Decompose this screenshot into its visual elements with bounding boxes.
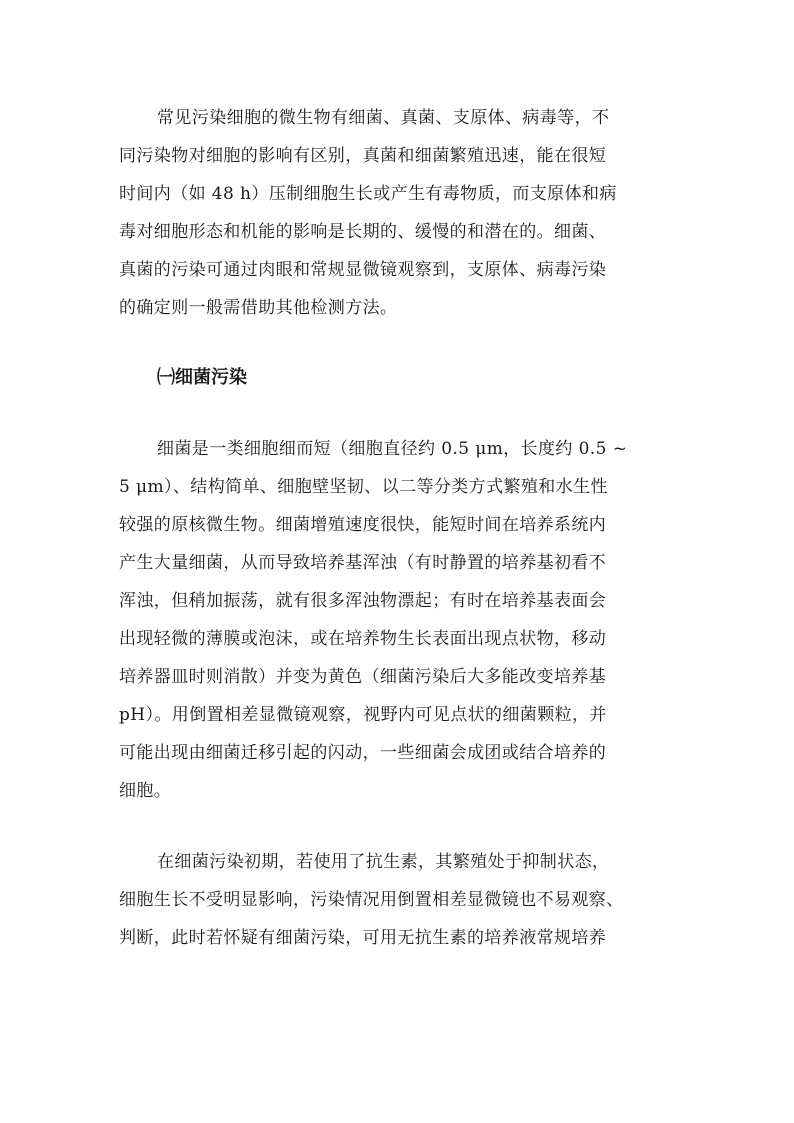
paragraph-3-line-1: 在细菌污染初期，若使用了抗生素，其繁殖处于抑制状态， — [157, 852, 610, 872]
paragraph-2-line-5: 浑浊，但稍加振荡，就有很多浑浊物漂起；有时在培养基表面会 — [119, 591, 607, 611]
paragraph-2-line-1: 细菌是一类细胞细而短（细胞直径约 0.5 μm，长度约 0.5 ~ — [157, 439, 628, 459]
paragraph-2-line-4: 产生大量细菌，从而导致培养基浑浊（有时静置的培养基初看不 — [119, 553, 607, 573]
paragraph-1-line-5: 真菌的污染可通过肉眼和常规显微镜观察到，支原体、病毒污染 — [119, 260, 607, 280]
paragraph-2-line-3: 较强的原核微生物。细菌增殖速度很快，能短时间在培养系统内 — [119, 515, 607, 535]
paragraph-1-line-1: 常见污染细胞的微生物有细菌、真菌、支原体、病毒等，不 — [157, 108, 610, 128]
paragraph-2-line-7: 培养器皿时则消散）并变为黄色（细菌污染后大多能改变培养基 — [119, 667, 607, 687]
section-heading: ㈠细菌污染 — [157, 367, 247, 388]
paragraph-2-line-6: 出现轻微的薄膜或泡沫，或在培养物生长表面出现点状物，移动 — [119, 629, 607, 649]
paragraph-3-line-2: 细胞生长不受明显影响，污染情况用倒置相差显微镜也不易观察、 — [119, 890, 624, 910]
paragraph-1-line-2: 同污染物对细胞的影响有区别，真菌和细菌繁殖迅速，能在很短 — [119, 146, 607, 166]
paragraph-1-line-4: 毒对细胞形态和机能的影响是长期的、缓慢的和潜在的。细菌、 — [119, 222, 607, 242]
paragraph-2-line-9: 可能出现由细菌迁移引起的闪动，一些细菌会成团或结合培养的 — [119, 743, 607, 763]
paragraph-2-line-10: 细胞。 — [119, 781, 172, 801]
paragraph-3-line-3: 判断，此时若怀疑有细菌污染，可用无抗生素的培养液常规培养 — [119, 928, 607, 948]
paragraph-1-line-3: 时间内（如 48 h）压制细胞生长或产生有毒物质，而支原体和病 — [119, 184, 617, 204]
paragraph-2-line-2: 5 μm）、结构简单、细胞壁坚韧、以二等分类方式繁殖和水生性 — [119, 477, 608, 497]
paragraph-1-line-6: 的确定则一般需借助其他检测方法。 — [119, 298, 398, 318]
paragraph-2-line-8: pH）。用倒置相差显微镜观察，视野内可见点状的细菌颗粒，并 — [119, 705, 607, 725]
